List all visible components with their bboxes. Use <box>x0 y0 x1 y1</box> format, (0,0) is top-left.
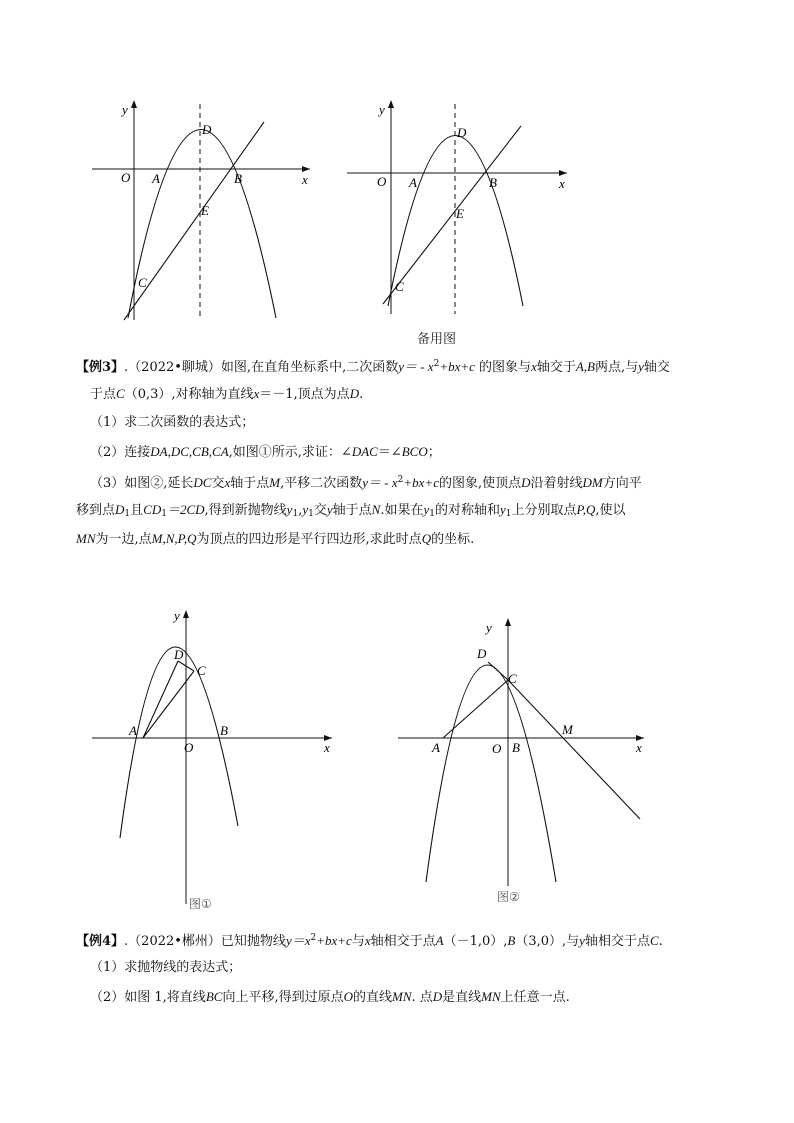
question-2 <box>76 437 736 466</box>
text: 且 <box>130 503 144 518</box>
text: 与 <box>351 934 365 949</box>
text: ＝∠ <box>377 445 402 460</box>
subscript: 1 <box>505 509 512 519</box>
text: 的图象,使顶点 <box>438 476 522 491</box>
point-c-label: C <box>508 671 517 686</box>
x-axis-label: x <box>324 740 330 755</box>
var: y <box>579 933 585 948</box>
equation-part: y＝ - x <box>398 359 434 374</box>
equation-part: +bx+c <box>316 933 352 948</box>
text: ,得到新抛物线 <box>204 503 287 518</box>
var: y <box>638 359 644 374</box>
x-axis-label: x <box>559 176 565 191</box>
var: x <box>253 386 260 401</box>
origin-label: O <box>121 170 131 185</box>
var: A <box>435 933 444 948</box>
point-d-label: D <box>174 647 184 662</box>
var: y <box>302 502 309 517</box>
text: 为一边,点 <box>95 532 152 547</box>
text: 的图象与 <box>479 360 532 375</box>
var: N <box>371 502 381 517</box>
var: CD <box>143 502 162 517</box>
point-b-label: B <box>512 740 520 755</box>
var: D <box>432 989 443 1004</box>
point-a-label: A <box>152 171 160 186</box>
equation-part: y＝ - x <box>362 475 398 490</box>
text: 轴于点 <box>230 476 270 491</box>
text: 沿着射线 <box>530 476 583 491</box>
point-m-label: M <box>562 722 573 737</box>
x-axis-label: x <box>636 740 642 755</box>
origin-label: O <box>492 741 502 756</box>
text: （3,0）,与 <box>515 934 580 949</box>
example-4-question-1 <box>76 953 736 982</box>
example-3-line-1 <box>76 350 736 379</box>
text: ,如图①所示,求证：∠ <box>228 445 352 460</box>
figure-2-caption: 图② <box>497 890 520 904</box>
point-b-label: B <box>220 723 228 738</box>
var: C <box>649 933 659 948</box>
var: B <box>507 933 516 948</box>
text: 轴交于 <box>536 360 576 375</box>
var: BCO <box>401 444 428 459</box>
text: 的直线 <box>352 990 392 1005</box>
var: x <box>531 359 537 374</box>
origin-label: O <box>184 740 194 755</box>
point-a-label: A <box>409 175 417 190</box>
question-1 <box>76 408 736 437</box>
point-b-label: B <box>489 175 497 190</box>
text: 方向平 <box>602 476 642 491</box>
var: M,N,P,Q <box>151 531 197 546</box>
var: P,Q <box>576 502 596 517</box>
text: 轴于点 <box>332 503 372 518</box>
equation-part: y＝x <box>285 933 311 948</box>
text: 的对称轴和 <box>434 503 500 518</box>
text: ,使以 <box>595 503 626 518</box>
var: DA,DC,CB,CA <box>150 444 229 459</box>
exponent: 2 <box>397 475 404 485</box>
text: 两点,与 <box>595 360 639 375</box>
equation-part: +bx+c <box>403 475 439 490</box>
point-d-label: D <box>202 122 212 137</box>
example-4 <box>76 924 736 1011</box>
var: D <box>115 502 125 517</box>
text: （1）求抛物线的表达式； <box>90 960 242 975</box>
var: D <box>521 475 531 490</box>
text: 上分别取点 <box>511 503 577 518</box>
subscript: 1 <box>124 509 131 519</box>
figure-top-right <box>343 96 583 326</box>
text: （2）连接 <box>90 445 151 460</box>
text: 交 <box>313 503 327 518</box>
subscript: 1 <box>292 509 299 519</box>
var: M <box>269 475 281 490</box>
text: 的坐标. <box>431 532 475 547</box>
example-4-line-1: 【例4】.（2022•郴州）已知抛物线$y=x^2+bx+c$与x轴相交于点A（－1,0）,B（3,0）,与y轴相交于点C. <box>76 933 663 949</box>
var: BC <box>205 989 223 1004</box>
point-e-label: E <box>456 206 464 221</box>
var: y <box>286 502 293 517</box>
text: 交 <box>211 476 225 491</box>
point-a-label: A <box>432 740 440 755</box>
var: Q <box>421 531 432 546</box>
text: 上任意一点. <box>500 990 570 1005</box>
text: 于点 <box>90 387 117 402</box>
var: C <box>116 386 125 401</box>
point-a-label: A <box>129 723 137 738</box>
var: D <box>349 386 360 401</box>
text: 轴相交于点 <box>370 934 436 949</box>
example-source: .（2022•郴州）已知抛物线 <box>124 934 286 949</box>
var: DAC <box>351 444 378 459</box>
y-axis-label: y <box>379 102 385 117</box>
var: MN <box>391 989 412 1004</box>
subscript: 1 <box>161 509 167 519</box>
text: 轴相交于点 <box>584 934 650 949</box>
example-3 <box>76 350 736 553</box>
question-3-line-2: 移到点$D_1$且$CD_1=2CD$,得到新抛物线$y_1,y_1$交y轴于点N.如果在$y_1$的对称轴和$y_1$上分别取点P,Q,使以 <box>76 502 626 519</box>
example-tag: 【例3】 <box>76 360 125 375</box>
example-source: .（2022•聊城）如图,在直角坐标系中,二次函数 <box>124 360 399 375</box>
var: O <box>343 989 353 1004</box>
x-axis-label: x <box>302 172 308 187</box>
subscript: 1 <box>308 509 314 519</box>
text: （－1,0）, <box>443 934 508 949</box>
example-3-line-2: 于点C（0,3）,对称轴为直线x＝－1,顶点为点D. <box>90 386 364 402</box>
text: . 点 <box>411 990 433 1005</box>
var: y <box>499 502 506 517</box>
var: y <box>423 502 430 517</box>
y-axis-label: y <box>486 620 492 635</box>
text: ,平移二次函数 <box>280 476 363 491</box>
text: .如果在 <box>380 503 424 518</box>
point-e-label: E <box>201 203 209 218</box>
var: DM <box>582 475 603 490</box>
text: （1）求二次函数的表达式； <box>90 415 255 430</box>
var: x <box>364 933 371 948</box>
text: （3）如图②,延长 <box>90 476 194 491</box>
y-axis-label: y <box>122 102 128 117</box>
point-d-label: D <box>477 646 487 661</box>
y-axis-label: y <box>174 608 180 623</box>
figure-top-left <box>88 96 328 326</box>
figure-1-caption: 图① <box>189 897 212 911</box>
text: 移到点 <box>76 503 116 518</box>
point-b-label: B <box>234 171 242 186</box>
point-c-label: C <box>395 279 404 294</box>
var: DC <box>193 475 212 490</box>
text: ＝－1,顶点为点 <box>259 387 350 402</box>
figure-caption-backup: 备用图 <box>417 332 457 347</box>
text: 为顶点的四边形是平行四边形,求此时点 <box>196 532 422 547</box>
text: ； <box>427 445 441 460</box>
question-3 <box>76 466 736 495</box>
text: 轴交 <box>643 360 670 375</box>
point-c-label: C <box>138 275 147 290</box>
text: 向上平移,得到过原点 <box>222 990 344 1005</box>
origin-label: O <box>377 174 387 189</box>
text: 是直线 <box>442 990 482 1005</box>
var: y <box>326 502 333 517</box>
point-d-label: D <box>457 125 467 140</box>
example-tag: 【例4】 <box>76 934 125 949</box>
point-c-label: C <box>197 663 206 678</box>
subscript: 1 <box>429 509 435 519</box>
figure-2 <box>396 614 656 894</box>
equation-part: +bx+c <box>439 359 475 374</box>
var: A,B <box>575 359 595 374</box>
question-3-line-3 <box>76 524 736 553</box>
figure-1 <box>88 604 338 914</box>
exponent: 2 <box>310 933 317 943</box>
exponent: 2 <box>433 359 440 369</box>
var: MN <box>481 989 501 1004</box>
example-4-question-2 <box>76 982 736 1011</box>
text: （2）如图 1,将直线 <box>90 990 206 1005</box>
var: x <box>224 475 231 490</box>
var: MN <box>76 531 96 546</box>
var: ＝2CD <box>166 502 205 517</box>
text: （0,3）,对称轴为直线 <box>124 387 254 402</box>
